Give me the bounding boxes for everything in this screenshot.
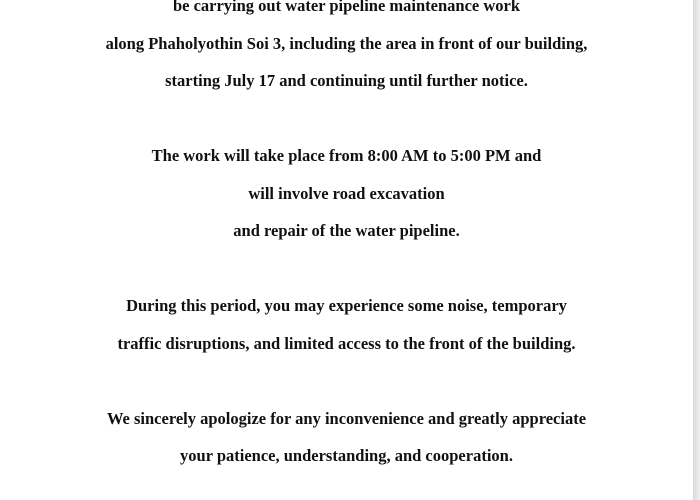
notice-line: The work will take place from 8:00 AM to 5:00 PM and xyxy=(151,146,542,165)
notice-line: During this period, you may experience some noise, temporary xyxy=(126,296,567,315)
notice-line: and repair of the water pipeline. xyxy=(233,221,460,240)
notice-line: traffic disruptions, and limited access to the front of the building. xyxy=(117,333,576,353)
notice-line: along Phaholyothin Soi 3, including the area in front of our building, xyxy=(105,33,588,53)
paragraph-spacer xyxy=(0,100,693,138)
page-edge xyxy=(693,0,700,500)
notice-line: We sincerely apologize for any inconvenience and greatly appreciate xyxy=(106,408,587,428)
paragraph-spacer xyxy=(0,250,693,288)
notice-line: your patience, understanding, and cooperation. xyxy=(180,446,513,465)
paragraph-spacer xyxy=(0,362,693,400)
notice-line: starting July 17 and continuing until further notice. xyxy=(165,71,528,90)
notice-line: be carrying out water pipeline maintenance work xyxy=(172,0,521,15)
notice-line: will involve road excavation xyxy=(248,183,445,203)
